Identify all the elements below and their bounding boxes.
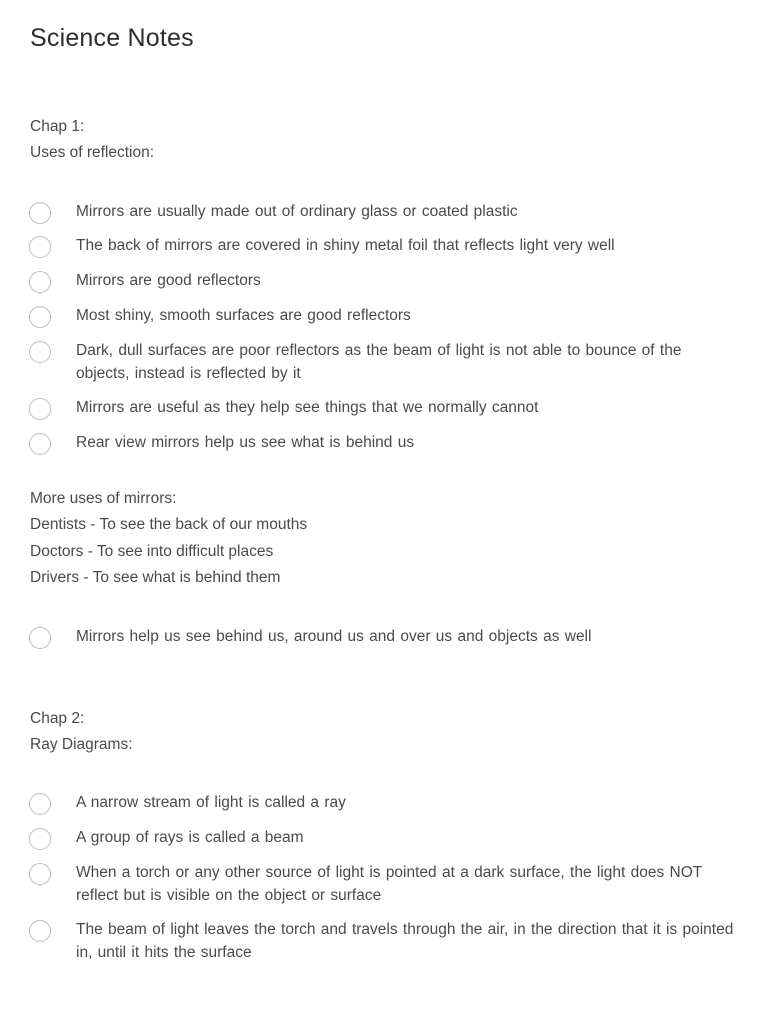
checkbox-circle[interactable] [29, 863, 51, 885]
checkbox-circle[interactable] [29, 271, 51, 293]
checkbox-circle[interactable] [29, 236, 51, 258]
checkbox-circle[interactable] [29, 202, 51, 224]
checklist-item-text: Dark, dull surfaces are poor reflectors as the beam of light is not able to bounce of the objects, instead is reflected by it [76, 342, 682, 382]
checklist-item-text: Most shiny, smooth surfaces are good reflectors [76, 307, 411, 324]
checkbox-circle[interactable] [29, 341, 51, 363]
chap2-subheading: Ray Diagrams: [30, 736, 133, 753]
checklist-item-text: Mirrors help us see behind us, around us and over us and objects as well [76, 628, 592, 645]
checkbox-circle[interactable] [29, 398, 51, 420]
more-uses-line: Doctors - To see into difficult places [30, 543, 274, 560]
chap1-heading: Chap 1: [30, 118, 85, 135]
checklist-item-text: Rear view mirrors help us see what is behind us [76, 434, 415, 451]
checklist-item-text: A narrow stream of light is called a ray [76, 794, 346, 811]
checklist-item-text: A group of rays is called a beam [76, 829, 304, 846]
checkbox-circle[interactable] [29, 306, 51, 328]
checkbox-circle[interactable] [29, 828, 51, 850]
checkbox-circle[interactable] [29, 433, 51, 455]
checklist-item-text: The beam of light leaves the torch and travels through the air, in the direction that it is pointed in, until it hits the surface [76, 921, 734, 961]
checklist-item-text: Mirrors are useful as they help see things that we normally cannot [76, 399, 539, 416]
checkbox-circle[interactable] [29, 627, 51, 649]
more-uses-heading: More uses of mirrors: [30, 490, 177, 507]
more-uses-line: Dentists - To see the back of our mouths [30, 516, 308, 533]
note-title: Science Notes [30, 24, 194, 52]
chap2-heading: Chap 2: [30, 710, 85, 727]
checklist-item-text: Mirrors are usually made out of ordinary glass or coated plastic [76, 203, 518, 220]
checkbox-circle[interactable] [29, 920, 51, 942]
checklist-item-text: Mirrors are good reflectors [76, 272, 261, 289]
checklist-item-text: When a torch or any other source of light is pointed at a dark surface, the light does NOT reflect but is visible on the object or surface [76, 864, 702, 904]
checklist-item-text: The back of mirrors are covered in shiny metal foil that reflects light very well [76, 237, 615, 254]
checkbox-circle[interactable] [29, 793, 51, 815]
chap1-subheading: Uses of reflection: [30, 144, 155, 161]
more-uses-line: Drivers - To see what is behind them [30, 569, 281, 586]
